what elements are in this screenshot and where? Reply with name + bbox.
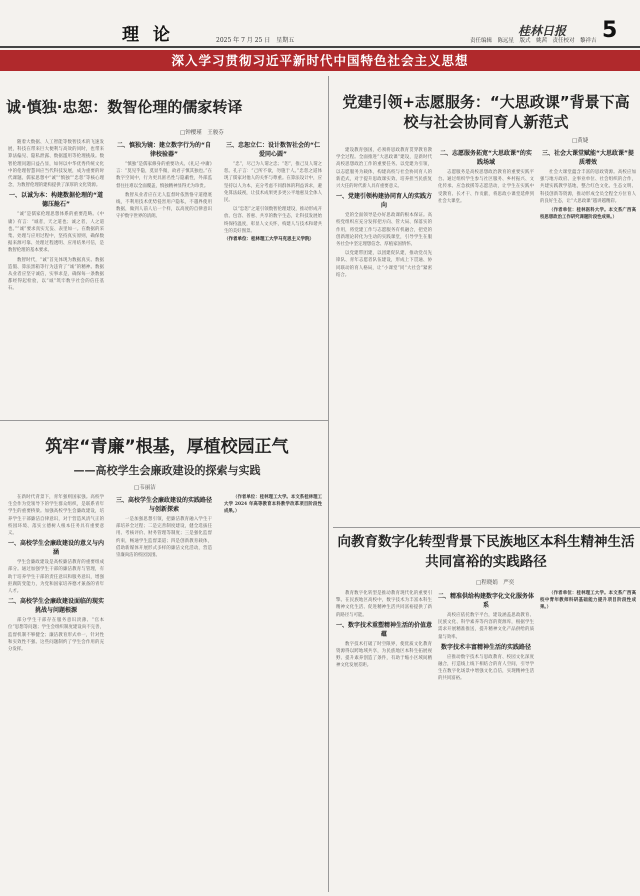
article3-col1 xyxy=(8,494,104,890)
article2-p3: 以党建带团建，以团建促队建，推动党员先锋队、青年志愿者队伍建设，形成上下贯通、协同联动的育人格局，让“小课堂”同“大社会”紧密结合。 xyxy=(336,251,432,278)
article2-p2: 党的全面领导是办好思政课的根本保证。高校党组织应充分发挥把方向、管大局、保落实的作用，将党建工作与志愿服务有机融合，把党的创新理论转化为生动的实践课堂，引导学生在服务社会中坚定理想信念、厚植家国情怀。 xyxy=(336,213,432,248)
article4-note: （作者单位：桂林理工大学。本文系广西高校中青年教师科研基础能力提升项目阶段性成果。） xyxy=(540,591,636,611)
article3-col2 xyxy=(116,494,212,890)
article1-byline: □钟樱瑾 王骏芬 xyxy=(180,130,224,136)
article2-p4: 志愿服务是高校思想政治教育的重要实践平台。通过组织学生参与社区服务、乡村振兴、文化传承、应急救援等志愿活动，让学生在实践中受教育、长才干、作贡献，将思政小课堂延伸到社会大课堂。 xyxy=(438,170,534,204)
article2-note: （作者单位：桂林医科大学。本文系广西高校思想政治工作研究课题阶段性成果。） xyxy=(540,208,636,221)
editor-credits: 责任编辑 陈远星 版式 姚茜 责任校对 黎祥吉 xyxy=(470,38,597,44)
article2-col3 xyxy=(540,147,636,522)
masthead xyxy=(0,0,640,50)
article1-h2: 二、慎独为镜：建立数字行为的“自律校验器” xyxy=(117,142,211,158)
article3-col3 xyxy=(224,494,322,890)
article4-title: 向教育数字化转型背景下民族地区本科生精神生活共同富裕的实践路径 xyxy=(337,534,635,570)
article1-p2: “诚”是儒家伦理思想体系的重要范畴。《中庸》有言：“诚者，天之道也；诚之者，人之道也。”“诚”要求真实无妄、表里如一。在数据的采集、处理与应用过程中，坚持真实原则，确保数据来源可靠、处理过程透明、应用结果可信，是数智伦理的基本要求。 xyxy=(8,212,104,254)
article4-h2: 二、精准供给构建数字化文化服务体系 xyxy=(438,593,534,609)
article1-note: （作者单位：桂林理工大学马克思主义学院） xyxy=(224,237,314,243)
left-divider xyxy=(0,420,328,421)
section-label: 理 论 xyxy=(122,25,174,45)
article2-h3: 三、社会大课堂赋能“大思政课”提质增效 xyxy=(542,150,634,166)
article4-col1 xyxy=(336,590,432,890)
article3-h2: 二、高校学生会廉政建设面临的现实挑战与问题根源 xyxy=(8,598,104,615)
article4-p3: 高校应依托数字平台，建设涵盖思政教育、民族文化、科学素养等内容的资源库，根据学生需求开展精准推送，提升精神文化产品供给的质量与效率。 xyxy=(438,613,534,640)
article2-h2: 二、志愿服务拓宽“大思政课”的实践场域 xyxy=(440,150,532,166)
article3-p4: 一是加强思想引领，把廉洁教育融入学生干部培养全过程；二是完善制度建设，健全选拔任用、考核评价、财务管理等制度；三是强化监督约束，畅通学生监督渠道；四是创新教育载体，借助新媒体开展形式多样的廉洁文化活动，营造崇廉尚洁的校园氛围。 xyxy=(116,517,212,559)
article1-p1: 随着大数据、人工智能等数智技术的飞速发展，科技在带来巨大便利与高效的同时，也带来算法偏见、隐私泄露、数据滥用等伦理挑战。数智伦理问题日益凸显，如何以中华优秀传统文化中的伦理智慧回应当代科技发展，成为重要的时代课题。儒家思想中“诚”“慎独”“忠恕”等核心理念，为数智伦理的建构提供了深厚的文化资源。 xyxy=(8,140,104,189)
article2-byline: □黄婕 xyxy=(572,138,589,144)
article1-h3: 三、忠恕立仁：设计数智社会的“仁爱同心圆” xyxy=(226,142,320,158)
page-number: 5 xyxy=(602,18,618,43)
article3-h3: 三、高校学生会廉政建设的实践路径与创新探索 xyxy=(116,497,212,513)
article1-col1 xyxy=(8,139,104,415)
article1-p7: 以“忠恕”之道引领数智伦理建设，推动形成开放、包容、普惠、共享的数字生态，让科技发展始终保持温度，彰显人文关怀，构建人与技术和谐共生的美好图景。 xyxy=(224,207,322,234)
article4-col3 xyxy=(540,590,636,890)
article4-col2 xyxy=(438,590,534,890)
article1-title: 诚·慎独·忠恕：数智伦理的儒家转译 xyxy=(6,98,243,116)
article3-h1: 一、高校学生会廉政建设的意义与内涵 xyxy=(8,540,104,557)
issue-date: 2025 年 7 月 25 日 星期五 xyxy=(216,37,295,44)
article2-h1: 一、党建引领构建协同育人的实践方向 xyxy=(336,193,432,210)
article3-p3: 部分学生干部存在服务意识淡薄、“官本位”思想等问题；学生会组织制度建设尚不完善，监督机制不够健全；廉洁教育形式单一，针对性和实效性不强。这些问题制约了学生会作用的充分发挥。 xyxy=(8,618,104,653)
column-divider xyxy=(328,76,329,892)
article1-h1: 一、以诚为本：构建数据伦理的“道德压舱石” xyxy=(9,192,103,209)
article1-col2 xyxy=(116,139,212,415)
article1-p3: 数智时代，“诚”首先体现为数据真实。数据造假、算法黑箱等行为违背了“诚”的精神。数据从业者应坚守诚信，实事求是，确保每一条数据都经得起检验，以“诚”筑牢数字社会的信任基石。 xyxy=(8,257,104,292)
newspaper-logo: 桂林日报 xyxy=(518,24,567,38)
article4-byline: □程晓娟 严奕 xyxy=(476,580,515,586)
article2-col1 xyxy=(336,147,432,522)
article3-note: （作者单位：桂林理工大学。本文系桂林理工大学 2024 年高等教育本科教学改革项目阶段性成果。） xyxy=(224,495,322,515)
page-banner: 深入学习贯彻习近平新时代中国特色社会主义思想 xyxy=(0,50,640,71)
article1-p4: “慎独”是儒家修身的重要功夫。《礼记·中庸》言：“莫见乎隐，莫显乎微，故君子慎其独也。”在数字空间中，行为更具匿名性与隐蔽性，外部监督往往难以全面覆盖，慎独精神显得尤为珍贵。 xyxy=(116,162,212,189)
article3-p1: 在新时代背景下，青年强则国家强。高校学生会作为党领导下的学生群众组织，是联系青年学生的重要桥梁。加强高校学生会廉政建设，培养学生干部廉洁自律意识，对于营造风清气正的校园环境、落实立德树人根本任务具有重要意义。 xyxy=(8,495,104,537)
article1-p6: “忠”，尽己为人谓之忠；“恕”，推己及人谓之恕。孔子言：“己所不欲，勿施于人。”忠恕之道体现了儒家对他人的关怀与尊重。在算法设计中，应坚持以人为本，充分考虑不同群体的利益诉求，避免算法歧视，让技术成果更多更公平地惠及全体人民。 xyxy=(224,162,322,204)
article3-subtitle: ——高校学生会廉政建设的探索与实践 xyxy=(73,464,261,477)
article4-p2: 数字技术打破了时空限界，使优质文化教育资源得以跨地域共享，为民族地区本科生拓展视野、提升素养创造了条件，有助于缩小区域间精神文化发展差距。 xyxy=(336,641,432,669)
article3-title: 筑牢“青廉”根基，厚植校园正气 xyxy=(45,437,289,457)
article2-p1: 建设教育强国，必须将思政教育贯穿教育教学全过程。全面推进“大思政课”建设，是新时代高校思想政治工作的重要任务。以党建为引领，以志愿服务为载体，构建高校与社会协同育人的新范式，对于提升思政课实效、培养担当民族复兴大任的时代新人具有重要意义。 xyxy=(336,148,432,190)
article2-col2 xyxy=(438,147,534,522)
article4-h3: 数字技术丰富精神生活的实践路径 xyxy=(440,643,531,651)
article4-p1: 教育数字化转型是推动教育现代化的重要引擎。在民族地区高校中，数字技术为丰富本科生精神文化生活、促进精神生活共同富裕提供了新的路径与可能。 xyxy=(336,591,432,618)
masthead-rule xyxy=(0,46,640,48)
right-divider xyxy=(333,527,640,528)
article3-p2: 学生会廉政建设是高校廉洁教育的重要组成部分。通过加强学生干部的廉洁教育与管理，有助于培养学生干部的责任意识和服务意识，增强拒腐防变能力，为党和国家培养德才兼备的青年人才。 xyxy=(8,560,104,595)
article4-h1: 一、数字技术重塑精神生活的价值意蕴 xyxy=(336,621,432,638)
article2-title: 党建引领+志愿服务：“大思政课”背景下高校与社会协同育人新范式 xyxy=(342,93,630,131)
article1-col3 xyxy=(224,139,322,415)
article2-p5: 社会大课堂蕴含丰富的思政资源。高校应加强与地方政府、企事业单位、社会组织的合作，共建实践教学基地，整合红色文化、生态文明、科技创新等资源，推动形成全员全程全方位育人的良好生态，让“大思政课”越讲越精彩。 xyxy=(540,170,636,204)
article1-p5: 数智从业者应在无人监督时依然恪守道德底线，不利用技术优势侵害用户隐私，不越界使用数据，做到人前人后一个样，以高度的自律意识守护数字世界的清朗。 xyxy=(116,192,212,220)
article4-p4: 应推动数字技术与思政教育、校园文化深度融合，打造线上线下相结合的育人空间，引导学生在数字化场景中增强文化自信，实现精神生活的共同富裕。 xyxy=(438,654,534,682)
article3-byline: □韦丽洁 xyxy=(134,485,156,491)
